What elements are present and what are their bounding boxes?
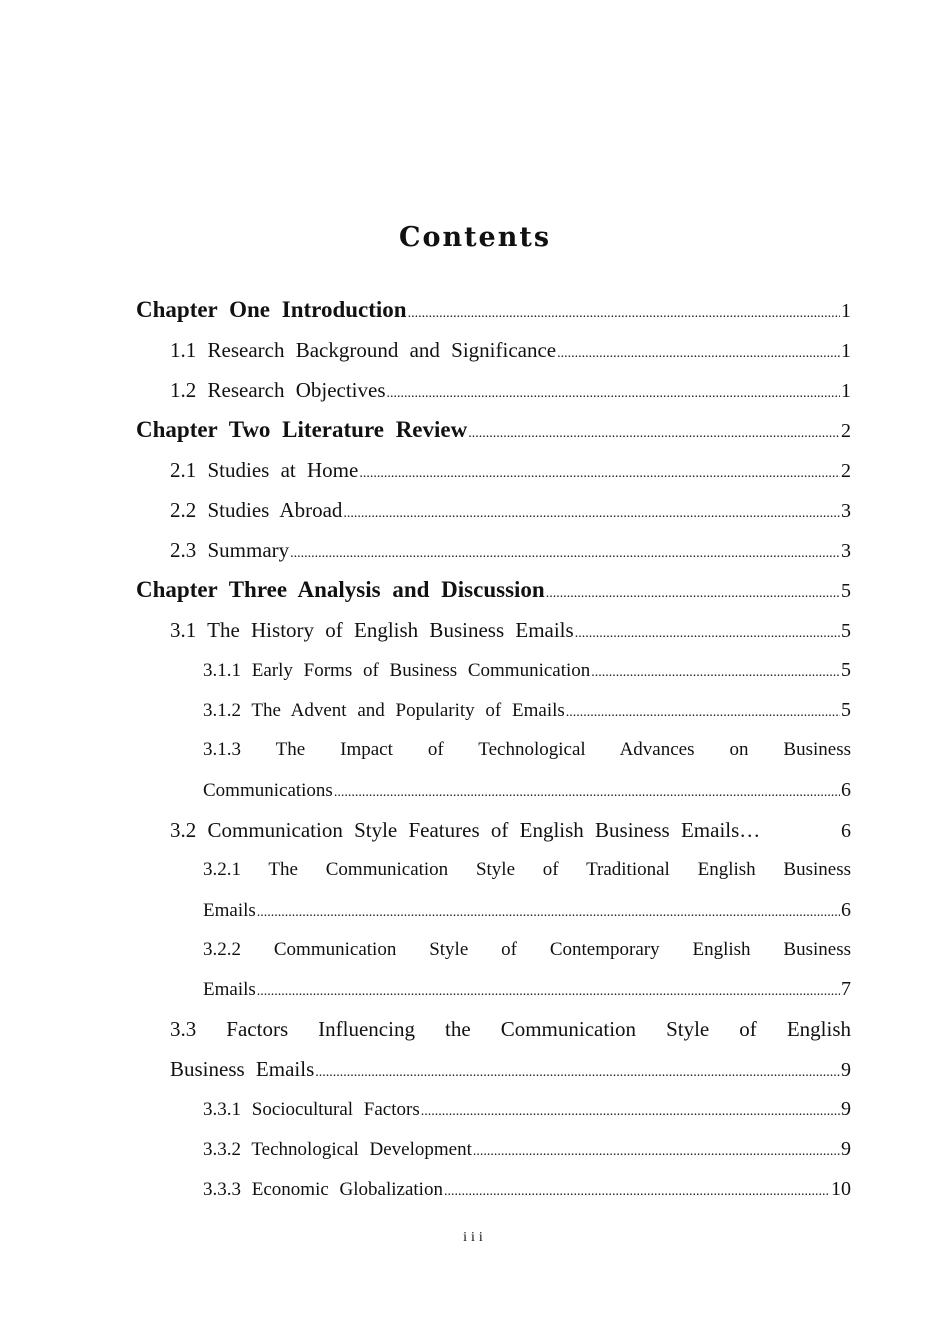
toc-entry-title: 1.1 Research Background and Significance: [170, 338, 557, 362]
toc-entry-title: Chapter One Introduction: [136, 297, 407, 322]
dot-leader: [290, 541, 840, 567]
dot-leader: [473, 1139, 840, 1165]
toc-entry-title: 3.1 The History of English Business Emails: [170, 618, 574, 642]
toc-entry-title: 3.3.3 Economic Globalization: [203, 1179, 443, 1200]
toc-page-number: 1: [841, 340, 851, 362]
toc-entry-title: Emails: [203, 979, 256, 1000]
toc-entry-title: Chapter Three Analysis and Discussion: [136, 577, 545, 602]
toc-page-number: 6: [841, 899, 851, 921]
toc-page-number: 6: [841, 779, 851, 801]
toc-page-number: 1: [841, 380, 851, 402]
toc-entry-title: Emails: [203, 900, 256, 921]
toc-section-3-2[interactable]: [170, 817, 851, 844]
toc-page-number: 5: [841, 659, 851, 681]
toc-page-number: 3: [841, 540, 851, 562]
toc-chapter-two[interactable]: [136, 417, 851, 447]
toc-page-number: 2: [841, 420, 851, 442]
toc-section-1-1[interactable]: [170, 337, 851, 367]
dot-leader: [387, 381, 840, 407]
toc-entry-title: Chapter Two Literature Review: [136, 417, 468, 442]
dot-leader: [546, 581, 840, 607]
toc-page-number: 9: [841, 1098, 851, 1120]
toc-page-number: 2: [841, 460, 851, 482]
toc-section-3-3-line1[interactable]: 3.3 Factors Influencing the Communication Style of English: [170, 1017, 851, 1041]
page-folio: iii: [463, 1230, 487, 1245]
toc-page-number: 9: [841, 1059, 851, 1081]
toc-subsection-3-1-1[interactable]: [203, 657, 851, 686]
toc-subsection-3-2-2[interactable]: [203, 976, 851, 1005]
dot-leader: [591, 660, 840, 686]
toc-entry-title: 3.3.1 Sociocultural Factors: [203, 1099, 420, 1120]
dot-leader: [575, 621, 840, 647]
toc-entry-title: 2.3 Summary: [170, 538, 290, 562]
dot-leader: [343, 501, 840, 527]
dot-leader: [257, 900, 840, 926]
toc-entry-title: 2.1 Studies at Home: [170, 458, 359, 482]
toc-section-3-1[interactable]: [170, 617, 851, 647]
dot-leader: [421, 1099, 840, 1125]
toc-page-number: 9: [841, 1138, 851, 1160]
toc-page-number: 7: [841, 978, 851, 1000]
dot-leader: [257, 979, 840, 1005]
toc-section-2-1[interactable]: [170, 457, 851, 487]
toc-entry-title: 3.1.1 Early Forms of Business Communication: [203, 660, 591, 681]
toc-entry-title: 1.2 Research Objectives: [170, 378, 386, 402]
dot-leader: [566, 700, 840, 726]
dot-leader: [359, 461, 840, 487]
toc-page-number: 1: [841, 300, 851, 322]
toc-entry-title: 3.1.2 The Advent and Popularity of Emails: [203, 700, 565, 721]
dot-leader: [334, 780, 840, 806]
toc-entry-title: Communications: [203, 780, 333, 801]
toc-subsection-3-1-3-line1[interactable]: 3.1.3 The Impact of Technological Advances on Business: [203, 739, 851, 760]
toc-subsection-3-2-2-line1[interactable]: 3.2.2 Communication Style of Contemporary English Business: [203, 939, 851, 960]
toc-subsection-3-3-1[interactable]: [203, 1096, 851, 1125]
toc-page-number: 5: [841, 699, 851, 721]
toc-subsection-3-2-1-line1[interactable]: 3.2.1 The Communication Style of Traditional English Business: [203, 859, 851, 880]
toc-subsection-3-1-2[interactable]: [203, 697, 851, 726]
toc-subsection-3-2-1[interactable]: [203, 897, 851, 926]
toc-entry-title: 3.3.2 Technological Development: [203, 1139, 472, 1160]
toc-page-number: 5: [841, 620, 851, 642]
toc-subsection-3-3-3[interactable]: [203, 1176, 851, 1205]
toc-section-1-2[interactable]: [170, 377, 851, 407]
toc-subsection-3-1-3[interactable]: [203, 777, 851, 806]
toc-entry-title: 3.2 Communication Style Features of English Business Emails…: [170, 818, 761, 842]
toc-page-number: 6: [841, 820, 851, 842]
toc-section-2-2[interactable]: [170, 497, 851, 527]
toc-subsection-3-3-2[interactable]: [203, 1136, 851, 1165]
page-title: Contents: [398, 222, 552, 253]
toc-section-3-3[interactable]: [170, 1056, 851, 1086]
toc-entry-title: Business Emails: [170, 1057, 315, 1081]
toc-chapter-one[interactable]: [136, 297, 851, 327]
toc-entry-title: 2.2 Studies Abroad: [170, 498, 343, 522]
dot-leader: [315, 1060, 840, 1086]
dot-leader: [444, 1179, 830, 1205]
toc-section-2-3[interactable]: [170, 537, 851, 567]
dot-leader: [408, 301, 840, 327]
dot-leader: [468, 421, 840, 447]
toc-page-number: 10: [831, 1178, 851, 1200]
toc-chapter-three[interactable]: [136, 577, 851, 607]
dot-leader: [557, 341, 840, 367]
toc-page-number: 5: [841, 580, 851, 602]
toc-page-number: 3: [841, 500, 851, 522]
